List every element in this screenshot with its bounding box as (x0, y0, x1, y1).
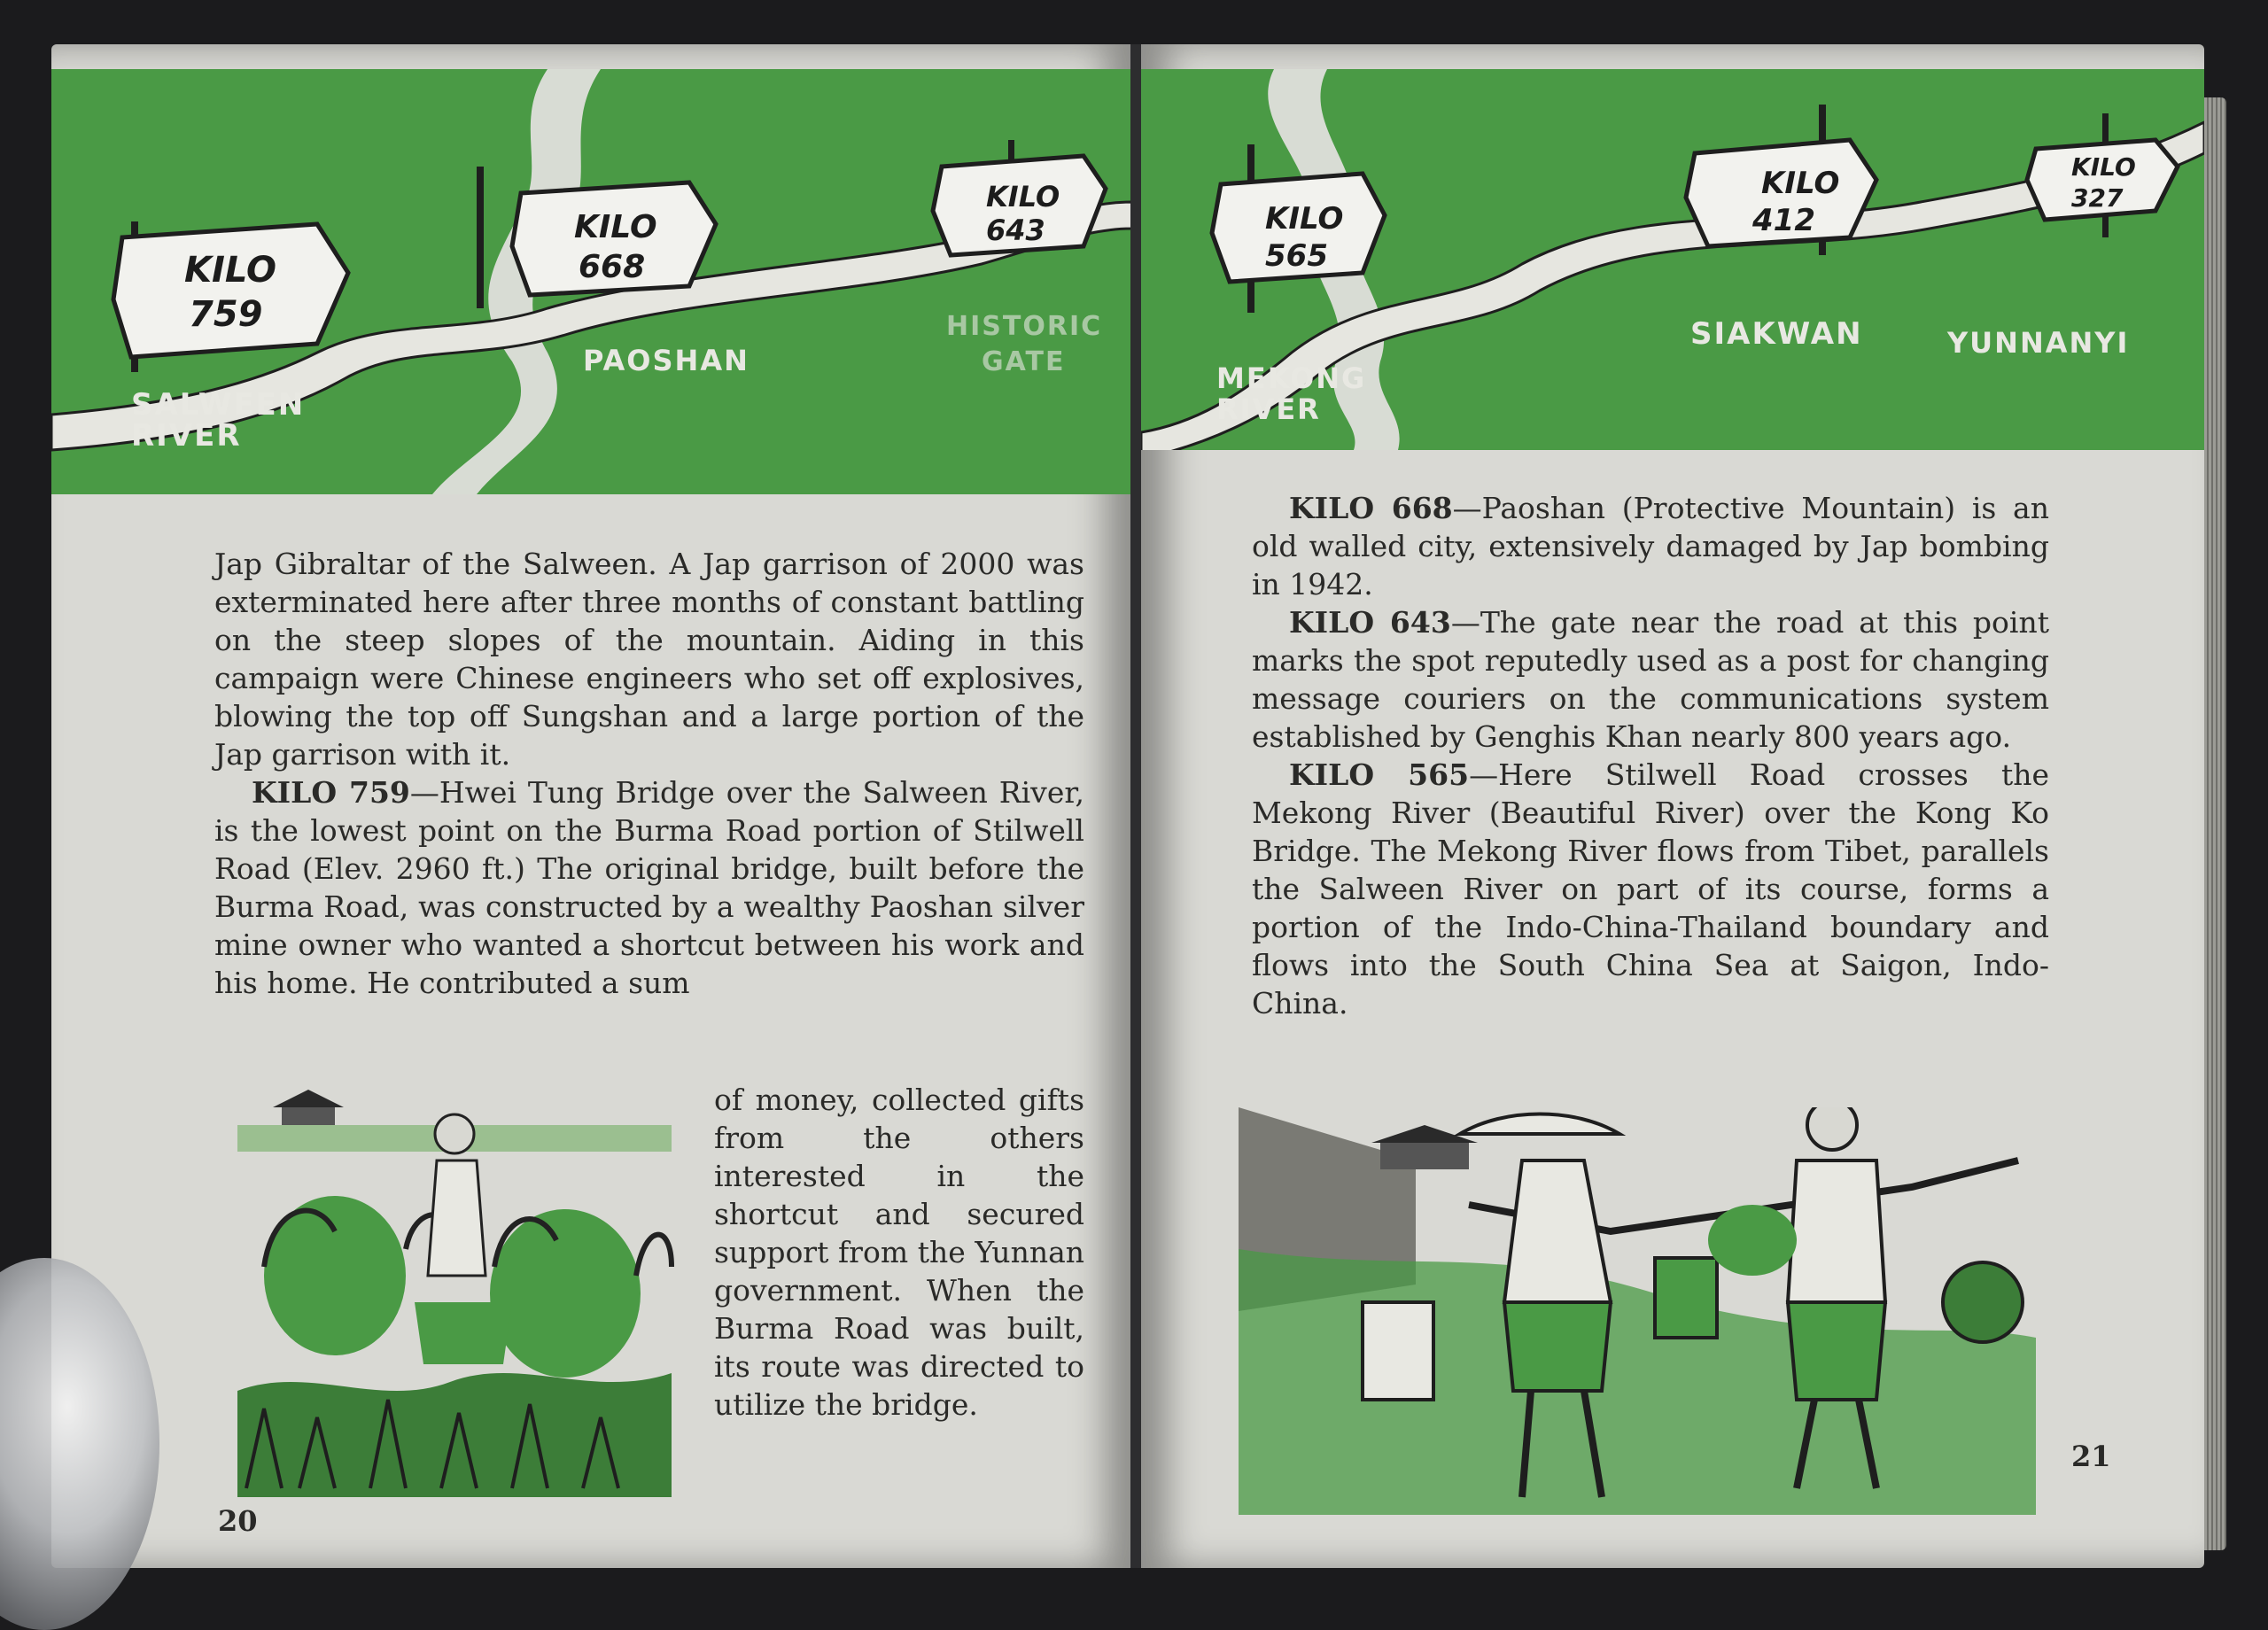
booklet-spread (51, 44, 2204, 1577)
sign-kilo-412 (1686, 105, 1876, 255)
entry-565-text: —Here Stilwell Road crosses the Mekong River (Beautiful River) over the Kong Ko Bridge. The Mekong River flows from Tibet, parallels the Salween River on part of its course, forms a portion of the Indo-China-Thailand boundary and flows into the South China Sea at Saigon, Indo-China. (1252, 757, 2049, 1021)
label-river-left: RIVER (131, 418, 242, 454)
porters-illustration (1239, 1107, 2036, 1515)
right-page (1141, 44, 2204, 1568)
left-text-column (714, 1081, 1084, 1424)
sign-643-line1: KILO (986, 180, 1060, 213)
page-number-right: 21 (2071, 1440, 2111, 1473)
entry-643-label: KILO 643 (1289, 605, 1451, 640)
label-historic: HISTORIC (946, 311, 1103, 342)
sign-759-line2: 759 (189, 294, 263, 335)
entry-565-label: KILO 565 (1289, 757, 1470, 792)
sign-kilo-643 (933, 140, 1106, 255)
sign-643-line2: 643 (986, 213, 1045, 247)
sign-668-line2: 668 (579, 249, 646, 285)
label-salween: SALWEEN (131, 387, 306, 423)
paragraph-kilo-759 (214, 773, 1084, 1002)
sign-327-line1: KILO (2071, 152, 2136, 182)
buffalo-illustration (237, 1072, 680, 1497)
left-page (51, 44, 1132, 1568)
kilo-759-continued: of money, collected gifts from the others interested in the shortcut and secured support from the Yunnan government. When the Burma Road was built, its route was directed to utilize the bridge. (714, 1083, 1084, 1422)
sign-kilo-327 (2027, 113, 2178, 237)
kilo-759-label: KILO 759 (252, 775, 410, 810)
sign-412-line1: KILO (1761, 166, 1840, 201)
left-text-top (214, 545, 1084, 1002)
paragraph-sungshan: Jap Gibraltar of the Salween. A Jap garrison of 2000 was exterminated here after three months of constant battling on the steep slopes of the mountain. Aiding in this campaign were Chinese engineers who set off explosives, blowing the top off Sungshan and a large portion of the Jap garrison with it. (214, 547, 1084, 772)
road-map-right (1141, 69, 2204, 450)
label-yunnanyi: YUNNANYI (1947, 326, 2130, 360)
sign-327-line2: 327 (2071, 183, 2124, 213)
sign-759-line1: KILO (184, 250, 276, 291)
label-paoshan: PAOSHAN (583, 344, 750, 377)
label-siakwan: SIAKWAN (1690, 316, 1863, 352)
entry-kilo-668 (1252, 489, 2049, 603)
entry-668-text: —Paoshan (Protective Mountain) is an old walled city, extensively damaged by Jap bombing in 1942. (1252, 491, 2049, 602)
entry-kilo-643 (1252, 603, 2049, 756)
sign-412-line2: 412 (1752, 203, 1815, 238)
sign-kilo-759 (113, 221, 348, 372)
road-map-left (51, 69, 1132, 494)
label-gate: GATE (982, 346, 1066, 377)
entry-643-text: —The gate near the road at this point marks the spot reputedly used as a post for changing message couriers on the communications system established by Genghis Khan nearly 800 years ago. (1252, 605, 2049, 754)
right-text (1252, 489, 2049, 1022)
label-river-right: RIVER (1216, 392, 1321, 426)
sign-565-line1: KILO (1265, 201, 1344, 237)
label-mekong: MEKONG (1216, 361, 1367, 395)
entry-668-label: KILO 668 (1289, 491, 1453, 525)
kilo-759-text: —Hwei Tung Bridge over the Salween River, is the lowest point on the Burma Road portion of Stilwell Road (Elev. 2960 ft.) The original bridge, built before the Burma Road, was constructed by a wealthy Paoshan silver mine owner who wanted a shortcut between his work and his home. He contributed a sum (214, 775, 1084, 1000)
page-number-left: 20 (218, 1504, 258, 1538)
sign-565-line2: 565 (1265, 238, 1328, 274)
sign-668-line1: KILO (574, 209, 657, 245)
entry-kilo-565 (1252, 756, 2049, 1022)
